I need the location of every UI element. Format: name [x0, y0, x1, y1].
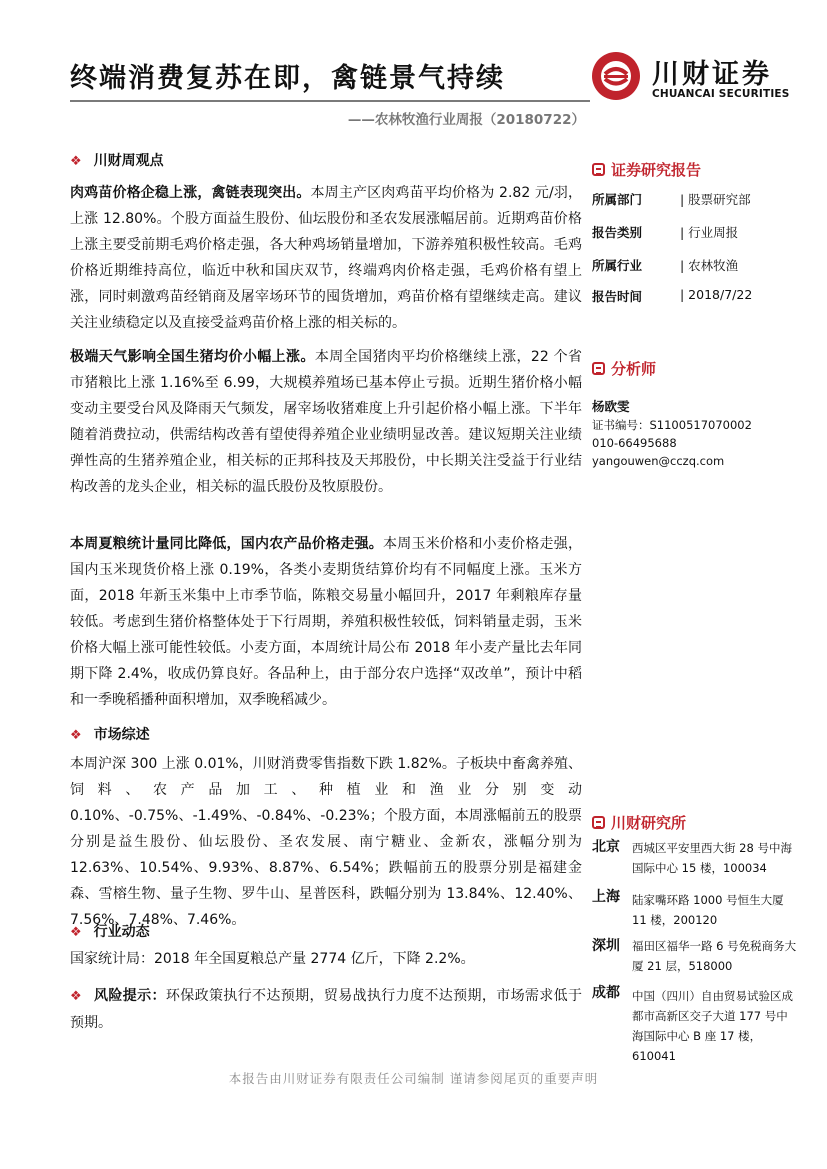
paragraph-chicken [70, 180, 582, 336]
paragraph-body: 本周沪深 300 上涨 0.01%，川财消费零售指数下跌 1.82%。子板块中畜禽养殖、饲料、农产品加工、种植业和渔业分别变动 0.10%、-0.75%、-1.49%、-0.84%、-0.23%；个股方面，本周涨幅前五的股票分别是益生股份、仙坛股份、圣农发展、南宁糖业、金新农，涨幅分别为 12.63%、10.54%、9.93%、8.87%、6.54%；跌幅前五的股票分别是福建金森、雪榕生物、量子生物、罗牛山、星普医科，跌幅分别为 13.84%、12.40%、7.56%、7.48%、7.46%。 [70, 756, 582, 928]
office-city-beijing: 北京 [592, 839, 620, 855]
paragraph-body: 国家统计局：2018 年全国夏粮总产量 2774 亿斤，下降 2.2%。 [70, 951, 475, 967]
analyst-email[interactable]: yangouwen@cczq.com [592, 454, 725, 468]
sidebar-report-heading: 证券研究报告 [592, 159, 701, 180]
office-city-chengdu: 成都 [592, 985, 620, 1001]
analyst-card [592, 398, 752, 470]
paragraph-body: 本周主产区肉鸡苗平均价格为 2.82 元/羽，上涨 12.80%。个股方面益生股份、仙坛股份和圣农发展涨幅居前。近期鸡苗价格上涨主要受前期毛鸡价格走强，各大种鸡场销量增加，下游养殖积极性较高。毛鸡价格近期维持高位，临近中秋和国庆双节，终端鸡肉价格走强，毛鸡价格有望上涨，同时刺激鸡苗经销商及屠宰场环节的囤货增加，鸡苗价格有望继续走高。建议关注业绩稳定以及直接受益鸡苗价格上涨的相关标的。 [70, 185, 582, 331]
paragraph-market [70, 751, 582, 933]
paragraph-body: 环保政策执行不达预期，贸易战执行力度不达预期，市场需求低于预期。 [70, 988, 583, 1031]
office-address-beijing: 西城区平安里西大街 28 号中海国际中心 15 楼，100034 [632, 841, 792, 875]
institute-icon [592, 816, 605, 829]
sidebar-analyst-heading: 分析师 [592, 358, 656, 379]
company-logo [590, 50, 790, 102]
paragraph-lead: 极端天气影响全国生猪均价小幅上涨。 [70, 349, 315, 365]
report-icon [592, 163, 605, 176]
analyst-cert: 证书编号：S1100517070002 [592, 418, 752, 432]
analyst-name: 杨欧雯 [592, 399, 630, 414]
office-address-shenzhen: 福田区福华一路 6 号免税商务大厦 21 层，518000 [632, 939, 797, 973]
paragraph-industry [70, 946, 582, 972]
office-address-chengdu: 中国（四川）自由贸易试验区成都市高新区交子大道 177 号中海国际中心 B 座 17 楼，610041 [632, 989, 793, 1063]
analyst-icon [592, 362, 605, 375]
report-title: 终端消费复苏在即，禽链景气持续 [70, 63, 505, 94]
risk-heading: 风险提示： [94, 988, 166, 1004]
paragraph-risk [70, 983, 582, 1036]
logo-name-cn: 川财证券 [652, 59, 772, 90]
section-view-heading: ❖ 川财周观点 [70, 153, 164, 169]
footer-disclaimer: 本报告由川财证券有限责任公司编制 谨请参阅尾页的重要声明 [228, 1071, 599, 1086]
office-city-shanghai: 上海 [592, 889, 620, 905]
header-divider [70, 100, 590, 102]
office-address-shanghai: 陆家嘴环路 1000 号恒生大厦 11 楼，200120 [632, 893, 784, 927]
logo-name-en: CHUANCAI SECURITIES [652, 88, 790, 100]
paragraph-lead: 本周夏粮统计量同比降低，国内农产品价格走强。 [70, 536, 384, 552]
paragraph-body: 本周玉米价格和小麦价格走强，国内玉米现货价格上涨 0.19%，各类小麦期货结算价均有不同幅度上涨。玉米方面，2018 年新玉米集中上市季节临，陈粮交易量小幅回升，2017 年剩粮库存量较低。考虑到生猪价格整体处于下行周期，养殖积极性较低，饲料销量走弱，玉米价格大幅上涨可能性较低。小麦方面，本周统计局公布 2018 年小麦产量比去年同期下降 2.4%，收成仍算良好。各品种上，由于部分农户选择“双改单”，预计中稻和一季晚稻播种面积增加，双季晚稻减少。 [70, 536, 583, 708]
paragraph-body: 本周全国猪肉平均价格继续上涨，22 个省市猪粮比上涨 1.16%至 6.99，大规模养殖场已基本停止亏损。近期生猪价格小幅变动主要受台风及降雨天气频发，屠宰场收猪难度上升引起价格小幅上涨。下半年随着消费拉动，供需结构改善有望使得养殖企业业绩明显改善。建议短期关注业绩弹性高的生猪养殖企业，相关标的正邦科技及天邦股份，中长期关注受益于行业结构改善的龙头企业，相关标的温氏股份及牧原股份。 [70, 349, 583, 495]
logo-emblem-icon [590, 50, 642, 102]
paragraph-hog [70, 344, 582, 500]
office-city-shenzhen: 深圳 [592, 938, 620, 954]
section-market-heading: ❖ 市场综述 [70, 727, 150, 743]
diamond-bullet-icon: ❖ [70, 989, 83, 1004]
section-industry-heading: ❖ 行业动态 [70, 924, 150, 940]
report-subtitle: ——农林牧渔行业周报（20180722） [347, 112, 585, 128]
diamond-bullet-icon: ❖ [70, 728, 82, 743]
paragraph-lead: 肉鸡苗价格企稳上涨，禽链表现突出。 [70, 185, 311, 201]
diamond-bullet-icon: ❖ [70, 925, 82, 940]
analyst-phone: 010-66495688 [592, 436, 677, 450]
paragraph-grain [70, 531, 582, 713]
diamond-bullet-icon: ❖ [70, 154, 82, 169]
sidebar-institute-heading: 川财研究所 [592, 812, 686, 833]
